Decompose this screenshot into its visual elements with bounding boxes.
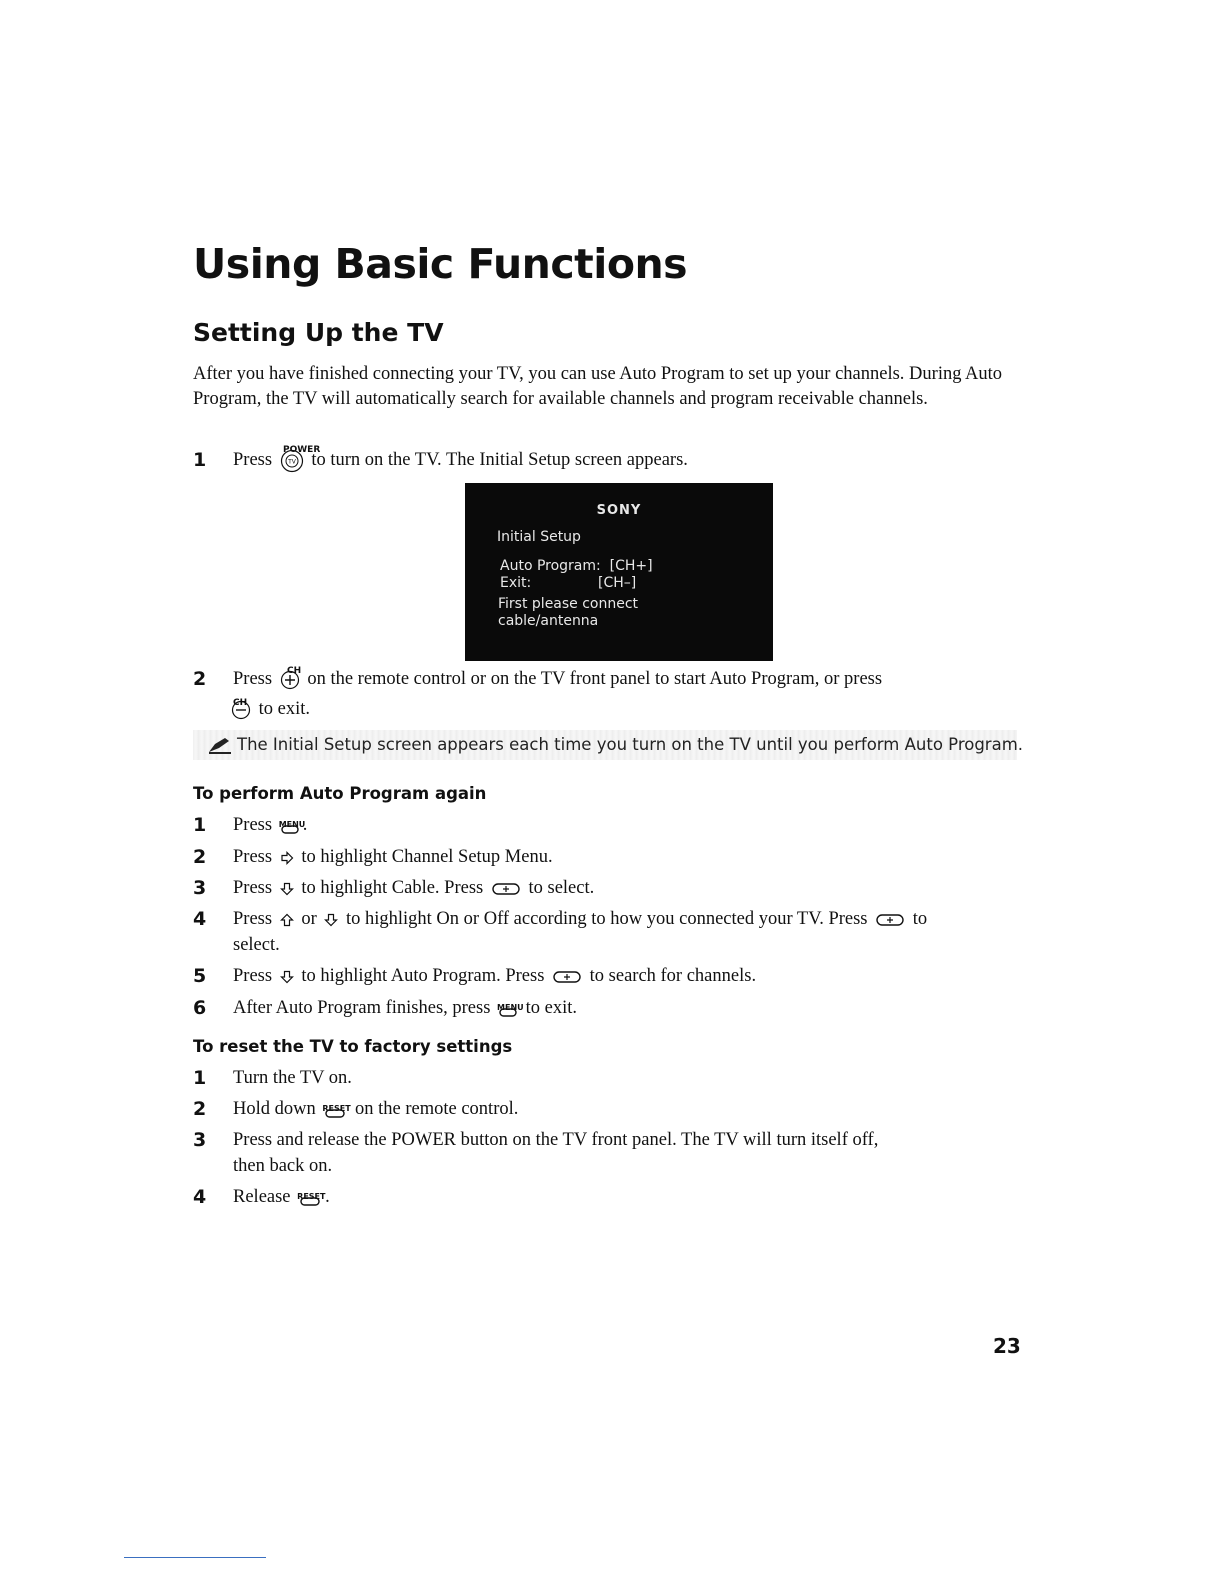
- reset-step-2: [193, 1097, 993, 1125]
- auto-program-step-2: [193, 845, 993, 873]
- tv-initial-setup-screen: [465, 483, 773, 661]
- step-text: After Auto Program finishes, press MENU to exit.: [233, 998, 578, 1018]
- auto-program-step-5: [193, 964, 993, 992]
- step-text: Release RESET .: [233, 1187, 330, 1207]
- arrow-up-icon: [280, 913, 294, 927]
- menu-button-icon: MENU: [277, 816, 303, 836]
- power-button-icon: [280, 449, 304, 473]
- tv-screen-auto-program: Auto Program: [CH+]: [500, 558, 653, 574]
- setup-step-2: [193, 667, 1023, 725]
- sony-logo: SONY: [596, 503, 642, 518]
- step-number: 5: [193, 965, 207, 987]
- footer-rule: [124, 1557, 266, 1558]
- reset-step-1: [193, 1066, 993, 1094]
- step-number: 1: [193, 449, 207, 471]
- auto-program-heading: To perform Auto Program again: [193, 784, 487, 803]
- step-text-line-2: to exit.: [233, 697, 310, 722]
- auto-program-step-6: [193, 996, 993, 1024]
- step-number: 3: [193, 877, 207, 899]
- svg-text:TV: TV: [287, 458, 296, 466]
- page-title: Using Basic Functions: [193, 240, 688, 288]
- step-text: Press TV to turn on the TV. The Initial Setup screen appears.: [233, 448, 688, 473]
- page-number: 23: [993, 1334, 1021, 1358]
- ch-plus-button-icon: [280, 670, 300, 690]
- arrow-down-icon: [280, 970, 294, 984]
- step-number: 2: [193, 668, 207, 690]
- arrow-down-icon: [280, 882, 294, 896]
- step-number: 4: [193, 1186, 207, 1208]
- reset-step-4: [193, 1185, 993, 1213]
- note-text: The Initial Setup screen appears each time you turn on the TV until you perform Auto Program.: [237, 735, 1024, 754]
- tv-screen-message-2: cable/antenna: [498, 613, 599, 629]
- setup-step-1: [193, 445, 993, 478]
- step-text: Press to highlight Channel Setup Menu.: [233, 847, 553, 867]
- ch-plus-caption: CH: [287, 666, 302, 676]
- power-button-caption: POWER: [283, 445, 321, 455]
- select-button-icon: [552, 969, 582, 985]
- select-button-icon: [875, 912, 905, 928]
- step-number: 1: [193, 814, 207, 836]
- arrow-right-icon: [280, 851, 294, 865]
- select-button-icon: [491, 881, 521, 897]
- step-text-line-2: then back on.: [233, 1156, 333, 1176]
- step-text-line-2: select.: [233, 935, 280, 955]
- auto-program-step-3: [193, 876, 993, 904]
- step-number: 1: [193, 1067, 207, 1089]
- auto-program-step-1: [193, 813, 993, 841]
- tv-screen-exit: Exit: [CH–]: [500, 575, 637, 591]
- step-text: Turn the TV on.: [233, 1068, 352, 1088]
- reset-button-icon: RESET: [295, 1188, 325, 1208]
- auto-program-step-4: [193, 907, 1033, 963]
- section-subtitle: Setting Up the TV: [193, 318, 444, 347]
- ch-minus-button-icon: [231, 700, 251, 720]
- reset-heading: To reset the TV to factory settings: [193, 1037, 513, 1056]
- step-text: Press to highlight Auto Program. Press to search for channels.: [233, 966, 757, 986]
- step-text: Press or to highlight On or Off according to how you connected your TV. Press to: [233, 909, 928, 929]
- note-strip: [193, 730, 1024, 760]
- step-number: 3: [193, 1129, 207, 1151]
- tv-screen-message-1: First please connect: [498, 596, 639, 612]
- step-text: Press to highlight Cable. Press to select.: [233, 878, 595, 898]
- arrow-down-icon: [324, 913, 338, 927]
- step-text: Hold down RESET on the remote control.: [233, 1099, 519, 1119]
- step-number: 6: [193, 997, 207, 1019]
- step-number: 2: [193, 846, 207, 868]
- intro-paragraph: After you have finished connecting your TV, you can use Auto Program to set up your channels. During Auto Program, the TV will automatically search for available channels and program receivable channels.: [193, 364, 1003, 409]
- tv-screen-heading: Initial Setup: [497, 529, 581, 545]
- step-text: Press and release the POWER button on the TV front panel. The TV will turn itself off,: [233, 1130, 879, 1150]
- step-number: 4: [193, 908, 207, 930]
- menu-button-icon: MENU: [495, 999, 521, 1019]
- reset-step-3: [193, 1128, 1023, 1184]
- step-text: Press on the remote control or on the TV front panel to start Auto Program, or press: [233, 669, 883, 689]
- step-text: Press MENU .: [233, 815, 308, 835]
- step-number: 2: [193, 1098, 207, 1120]
- note-pen-icon: [207, 735, 233, 755]
- reset-button-icon: RESET: [320, 1100, 350, 1120]
- ch-minus-caption: CH: [233, 698, 248, 708]
